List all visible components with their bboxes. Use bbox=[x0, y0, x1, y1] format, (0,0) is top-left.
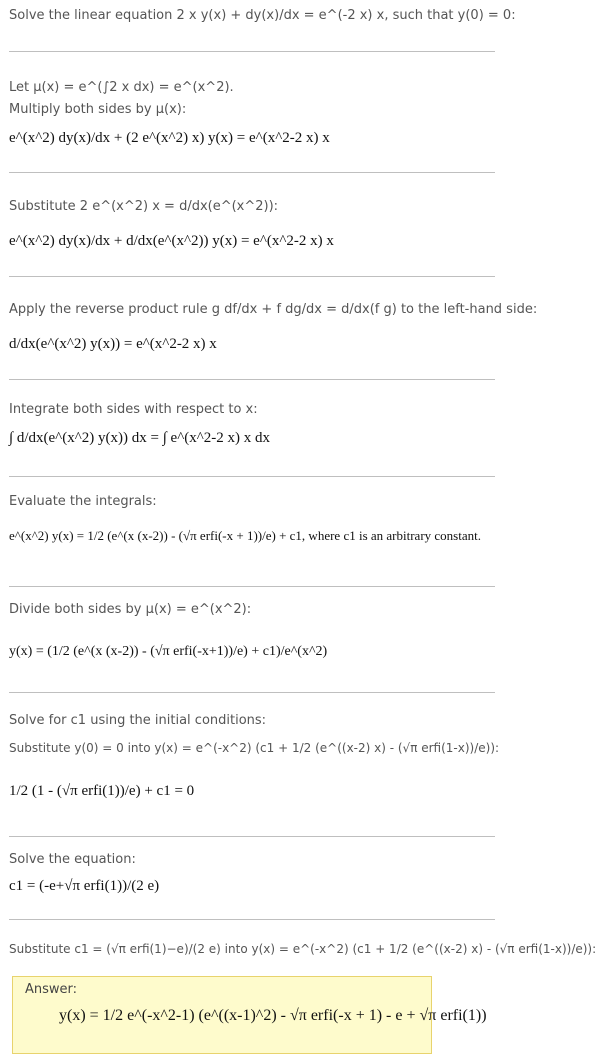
answer-equation: y(x) = 1/2 e^(-x^2-1) (e^((x-1)^2) - √π erfi(-x + 1) - e + √π erfi(1)) bbox=[59, 1007, 487, 1024]
step-text: Let μ(x) = e^(∫2 x dx) = e^(x^2). bbox=[9, 80, 234, 95]
step-text: Multiply both sides by μ(x): bbox=[9, 102, 187, 117]
step-text: Substitute 2 e^(x^2) x = d/dx(e^(x^2)): bbox=[9, 199, 279, 214]
problem-text: Solve the linear equation 2 x y(x) + dy(x)/dx = e^(-2 x) x, such that y(0) = 0: bbox=[9, 8, 516, 23]
divider bbox=[9, 172, 495, 173]
step-text: Integrate both sides with respect to x: bbox=[9, 402, 258, 417]
divider bbox=[9, 692, 495, 693]
step-equation: d/dx(e^(x^2) y(x)) = e^(x^2-2 x) x bbox=[9, 336, 217, 352]
step-equation: c1 = (-e+√π erfi(1))/(2 e) bbox=[9, 878, 160, 894]
answer-box bbox=[12, 976, 487, 1054]
step-text: Evaluate the integrals: bbox=[9, 494, 157, 509]
step-equation: 1/2 (1 - (√π erfi(1))/e) + c1 = 0 bbox=[9, 783, 195, 799]
step-text: Substitute c1 = (√π erfi(1)−e)/(2 e) into y(x) = e^(-x^2) (c1 + 1/2 (e^((x-2) x) - (√π erfi(1-x))/e)): bbox=[9, 942, 596, 956]
step-text: Solve for c1 using the initial conditions: bbox=[9, 713, 267, 728]
divider bbox=[9, 379, 495, 380]
step-equation: y(x) = (1/2 (e^(x (x-2)) - (√π erfi(-x+1))/e) + c1)/e^(x^2) bbox=[9, 644, 328, 659]
step-equation: e^(x^2) dy(x)/dx + (2 e^(x^2) x) y(x) = e^(x^2-2 x) x bbox=[9, 130, 330, 146]
divider bbox=[9, 51, 495, 52]
answer-label: Answer: bbox=[25, 982, 78, 997]
step-equation: e^(x^2) dy(x)/dx + d/dx(e^(x^2)) y(x) = e^(x^2-2 x) x bbox=[9, 233, 334, 249]
divider bbox=[9, 919, 495, 920]
step-text: Substitute y(0) = 0 into y(x) = e^(-x^2) (c1 + 1/2 (e^((x-2) x) - (√π erfi(1-x))/e)): bbox=[9, 741, 500, 755]
step-text: Apply the reverse product rule g df/dx + f dg/dx = d/dx(f g) to the left-hand side: bbox=[9, 302, 538, 317]
step-text: Solve the equation: bbox=[9, 852, 136, 867]
step-equation: ∫ d/dx(e^(x^2) y(x)) dx = ∫ e^(x^2-2 x) x dx bbox=[9, 430, 271, 446]
step-text: Divide both sides by μ(x) = e^(x^2): bbox=[9, 602, 252, 617]
step-equation: e^(x^2) y(x) = 1/2 (e^(x (x-2)) - (√π erfi(-x + 1))/e) + c1, where c1 is an arbitrary constant. bbox=[9, 528, 481, 543]
divider bbox=[9, 836, 495, 837]
divider bbox=[9, 476, 495, 477]
divider bbox=[9, 586, 495, 587]
divider bbox=[9, 276, 495, 277]
